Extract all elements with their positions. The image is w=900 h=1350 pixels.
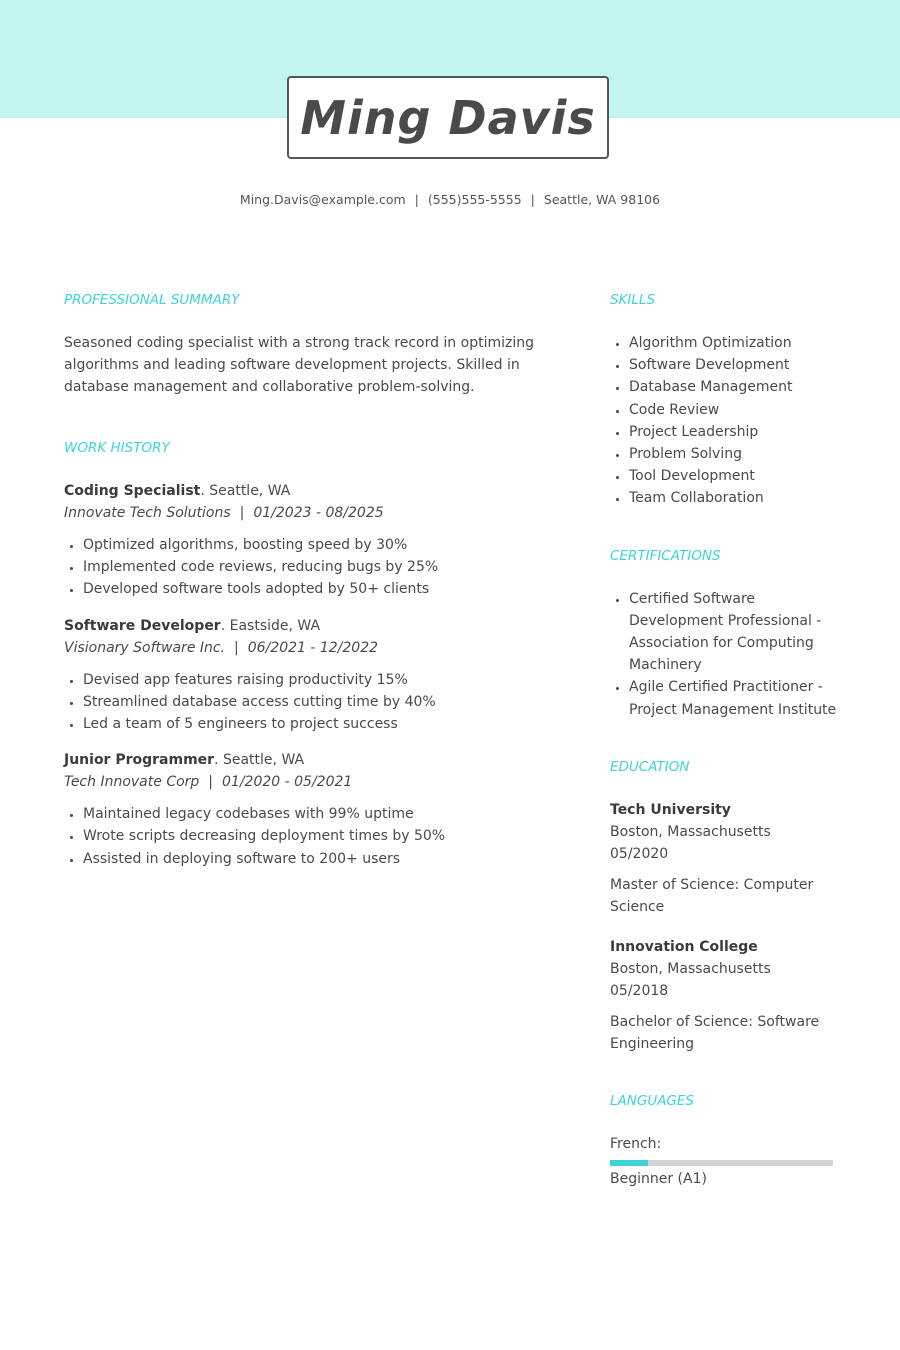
job-company-line <box>64 771 534 793</box>
skill-item: • Software Development <box>629 354 850 376</box>
section-title-certifications: CERTIFICATIONS <box>610 547 721 564</box>
job-separator: | <box>239 505 245 521</box>
job-title-line <box>64 480 534 502</box>
contact-phone: (555)555-5555 <box>427 192 522 207</box>
section-title-skills: SKILLS <box>610 292 656 308</box>
job-bullet: • Optimized algorithms, boosting speed by 30% <box>83 534 534 556</box>
education-degree: Bachelor of Science: Software Engineering <box>610 1013 820 1052</box>
section-title-summary: PROFESSIONAL SUMMARY <box>64 292 240 308</box>
spacer <box>610 721 850 757</box>
job-company: Visionary Software Inc. <box>64 639 226 656</box>
language-proficiency-fill <box>610 1160 648 1166</box>
skill-item: • Team Collaboration <box>629 487 850 509</box>
contact-line <box>0 192 900 207</box>
job-separator: | <box>234 639 239 656</box>
job-bullet: • Streamlined database access cutting time by 40% <box>83 691 534 713</box>
left-column <box>64 290 534 884</box>
job-bullet: • Devised app features raising productivity 15% <box>83 669 534 691</box>
education-school: Tech University <box>610 801 731 818</box>
spacer <box>610 510 850 546</box>
job-bullet: • Wrote scripts decreasing deployment times by 50% <box>83 825 534 847</box>
summary-text: Seasoned coding specialist with a strong track record in optimizing algorithms and leading software development projects. Skilled in database management and collaborative problem-solving. <box>64 335 534 395</box>
skill-item: • Problem Solving <box>629 443 850 465</box>
candidate-name: Ming Davis <box>300 90 596 145</box>
language-entry <box>610 1133 850 1190</box>
skill-item: • Project Leadership <box>629 421 850 443</box>
skill-item: • Code Review <box>629 399 850 421</box>
skill-item: • Tool Development <box>629 465 850 487</box>
job-title: Software Developer <box>64 617 221 634</box>
job-bullets <box>64 803 534 870</box>
job-bullet: • Led a team of 5 engineers to project success <box>83 713 534 735</box>
education-degree: Master of Science: Computer Science <box>610 876 814 915</box>
job-bullet: • Implemented code reviews, reducing bugs by 25% <box>83 556 534 578</box>
education-entry <box>610 799 850 918</box>
spacer <box>610 1055 850 1091</box>
spacer <box>64 398 534 438</box>
name-box <box>287 76 609 159</box>
job-bullet: • Maintained legacy codebases with 99% uptime <box>83 803 534 825</box>
contact-location: Seattle, WA 98106 <box>543 192 661 207</box>
job-location: . Eastside, WA <box>220 617 321 634</box>
job-dates: 06/2021 - 12/2022 <box>247 639 379 656</box>
certification-item: • Certified Software Development Professional - Association for Computing Machinery <box>629 588 850 677</box>
section-title-languages: LANGUAGES <box>610 1092 694 1109</box>
job-title-line <box>64 749 534 771</box>
job-company: Tech Innovate Corp <box>64 774 200 791</box>
job-company: Innovate Tech Solutions <box>64 505 231 521</box>
education-date: 05/2018 <box>610 982 669 999</box>
education-location: Boston, Massachusetts <box>610 960 771 977</box>
job-location: . Seattle, WA <box>200 483 291 499</box>
job-title: Coding Specialist <box>64 483 201 499</box>
skill-item: • Algorithm Optimization <box>629 332 850 354</box>
job-dates: 01/2023 - 08/2025 <box>253 505 384 521</box>
job-separator: | <box>208 774 214 791</box>
job-bullets <box>64 669 534 736</box>
job-company-line <box>64 502 534 524</box>
language-level: Beginner (A1) <box>610 1170 707 1187</box>
certification-item: • Agile Certified Practitioner - Project Management Institute <box>629 676 850 720</box>
section-title-education: EDUCATION <box>610 758 690 775</box>
language-name: French: <box>610 1135 662 1152</box>
job-location: . Seattle, WA <box>214 752 305 769</box>
education-entry <box>610 936 850 1055</box>
contact-separator: | <box>530 192 535 207</box>
section-title-work-history: WORK HISTORY <box>64 440 170 456</box>
language-proficiency-bar <box>610 1160 833 1166</box>
skills-list <box>610 332 850 510</box>
job-bullets <box>64 534 534 601</box>
contact-separator: | <box>414 192 419 207</box>
education-school: Innovation College <box>610 938 758 955</box>
certifications-list <box>610 588 850 721</box>
right-column <box>610 290 850 1190</box>
job-entry <box>64 615 534 736</box>
job-entry <box>64 480 534 601</box>
job-title: Junior Programmer <box>64 752 215 769</box>
job-title-line <box>64 615 534 637</box>
job-entry <box>64 749 534 870</box>
job-dates: 01/2020 - 05/2021 <box>222 774 353 791</box>
job-bullet: • Assisted in deploying software to 200+ users <box>83 848 534 870</box>
contact-email: Ming.Davis@example.com <box>239 192 406 207</box>
education-date: 05/2020 <box>610 845 669 862</box>
job-company-line <box>64 637 534 659</box>
skill-item: • Database Management <box>629 376 850 398</box>
job-bullet: • Developed software tools adopted by 50+ clients <box>83 578 534 600</box>
education-location: Boston, Massachusetts <box>610 823 771 840</box>
